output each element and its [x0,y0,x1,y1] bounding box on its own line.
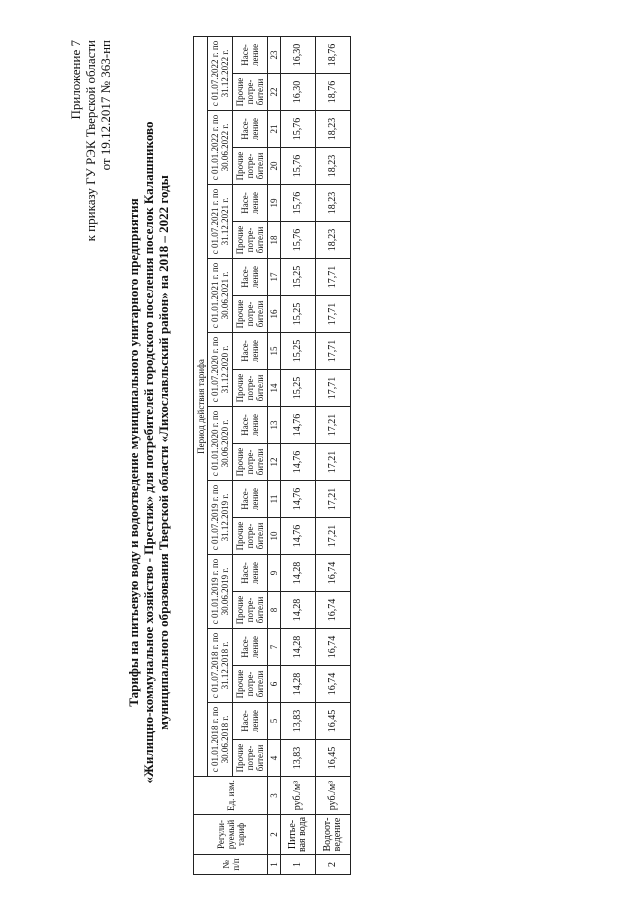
annex-line: от 19.12.2017 № 363-нп [98,40,113,171]
column-number: 9 [268,555,281,592]
annex-reference [68,40,113,340]
tariff-value: 16,45 [316,740,351,777]
tariff-value: 15,76 [281,111,316,148]
subheader-other-consumers: Прочие потре-бители [233,296,268,333]
subheader-other-consumers: Прочие потре-бители [233,74,268,111]
column-number: 15 [268,333,281,370]
tariff-value: 18,76 [316,74,351,111]
tariff-value: 14,28 [281,592,316,629]
period-header: с 01.01.2019 г. по 30.06.2019 г. [208,555,233,629]
column-number: 20 [268,148,281,185]
period-row [208,36,233,874]
period-header: с 01.01.2022 г. по 30.06.2022 г. [208,111,233,185]
column-number: 12 [268,444,281,481]
subheader-other-consumers: Прочие потре-бители [233,518,268,555]
tariff-value: 16,74 [316,555,351,592]
column-number: 22 [268,74,281,111]
subheader-population: Насе-ление [233,555,268,592]
tariff-value: 16,74 [316,592,351,629]
tariff-value: 16,30 [281,74,316,111]
title-line: Тарифы на питьевую воду и водоотведение муниципального унитарного предприятия [126,198,141,707]
period-header: с 01.07.2020 г. по 31.12.2020 г. [208,333,233,407]
subheader-other-consumers: Прочие потре-бители [233,370,268,407]
column-number: 11 [268,481,281,518]
header-unit: Ед. изм. [194,777,268,815]
tariff-value: 13,83 [281,740,316,777]
tariff-value: 18,23 [316,222,351,259]
subheader-other-consumers: Прочие потре-бители [233,444,268,481]
subheader-population: Насе-ление [233,407,268,444]
tariff-value: 14,76 [281,444,316,481]
period-header: с 01.01.2018 г. по 30.06.2018 г. [208,703,233,777]
tariff-value: 15,25 [281,259,316,296]
title-line: «Жилищно-коммунальное хозяйство - Престиж» для потребителей городского поселения поселок Калашниково [141,121,156,784]
tariff-value: 14,76 [281,518,316,555]
subheader-population: Насе-ление [233,111,268,148]
column-number: 5 [268,703,281,740]
column-number: 23 [268,36,281,73]
column-number: 7 [268,629,281,666]
tariff-value: 14,76 [281,481,316,518]
subheader-other-consumers: Прочие потре-бители [233,740,268,777]
column-number: 17 [268,259,281,296]
header-tariff: Регули-руемый тариф [194,815,268,855]
document-title [126,40,171,865]
subheader-row [233,36,268,874]
subheader-population: Насе-ление [233,185,268,222]
tariff-value: 16,30 [281,36,316,73]
tariff-value: 17,21 [316,407,351,444]
row-tariff-name: Питье-вая вода [281,815,316,855]
tariff-value: 18,76 [316,36,351,73]
column-number-row [268,36,281,874]
subheader-population: Насе-ление [233,259,268,296]
tariff-table [193,36,351,875]
row-num: 2 [316,855,351,875]
tariff-value: 17,21 [316,518,351,555]
column-number: 16 [268,296,281,333]
tariff-value: 18,23 [316,148,351,185]
subheader-population: Насе-ление [233,36,268,73]
header-period-group: Период действия тарифа [194,36,208,776]
tariff-value: 16,74 [316,629,351,666]
tariff-value: 15,25 [281,296,316,333]
tariff-value: 14,28 [281,629,316,666]
column-number: 10 [268,518,281,555]
subheader-population: Насе-ление [233,481,268,518]
column-number: 14 [268,370,281,407]
row-num: 1 [281,855,316,875]
table-row [316,36,351,874]
subheader-other-consumers: Прочие потре-бители [233,666,268,703]
column-number: 1 [268,855,281,875]
tariff-value: 17,71 [316,259,351,296]
column-number: 18 [268,222,281,259]
column-number: 2 [268,815,281,855]
tariff-value: 15,76 [281,185,316,222]
header-row [194,36,208,874]
subheader-population: Насе-ление [233,703,268,740]
tariff-value: 14,28 [281,666,316,703]
table-row [281,36,316,874]
period-header: с 01.07.2021 г. по 31.12.2021 г. [208,185,233,259]
annex-line: Приложение 7 [68,40,83,120]
row-unit: руб./м³ [281,777,316,815]
title-line: муниципального образования Тверской области «Лихославльский район» на 2018 – 2022 годы [156,175,171,730]
tariff-value: 17,71 [316,296,351,333]
tariff-value: 18,23 [316,185,351,222]
subheader-population: Насе-ление [233,333,268,370]
tariff-value: 13,83 [281,703,316,740]
subheader-other-consumers: Прочие потре-бители [233,148,268,185]
column-number: 6 [268,666,281,703]
column-number: 13 [268,407,281,444]
tariff-value: 15,76 [281,148,316,185]
column-number: 3 [268,777,281,815]
tariff-value: 14,28 [281,555,316,592]
tariff-value: 16,45 [316,703,351,740]
period-header: с 01.01.2021 г. по 30.06.2021 г. [208,259,233,333]
period-header: с 01.07.2019 г. по 31.12.2019 г. [208,481,233,555]
tariff-value: 16,74 [316,666,351,703]
subheader-other-consumers: Прочие потре-бители [233,222,268,259]
row-unit: руб./м³ [316,777,351,815]
tariff-value: 15,25 [281,370,316,407]
tariff-value: 14,76 [281,407,316,444]
subheader-other-consumers: Прочие потре-бители [233,592,268,629]
tariff-value: 17,21 [316,481,351,518]
period-header: с 01.01.2020 г. по 30.06.2020 г. [208,407,233,481]
tariff-value: 17,71 [316,370,351,407]
annex-line: к приказу ГУ РЭК Тверской области [83,40,98,242]
tariff-value: 18,23 [316,111,351,148]
column-number: 8 [268,592,281,629]
subheader-population: Насе-ление [233,629,268,666]
column-number: 4 [268,740,281,777]
tariff-value: 15,76 [281,222,316,259]
tariff-value: 17,71 [316,333,351,370]
column-number: 19 [268,185,281,222]
tariff-value: 15,25 [281,333,316,370]
column-number: 21 [268,111,281,148]
period-header: с 01.07.2022 г. по 31.12.2022 г. [208,36,233,110]
row-tariff-name: Водоот-ведение [316,815,351,855]
period-header: с 01.07.2018 г. по 31.12.2018 г. [208,629,233,703]
tariff-value: 17,21 [316,444,351,481]
header-num: № п/п [194,855,268,875]
